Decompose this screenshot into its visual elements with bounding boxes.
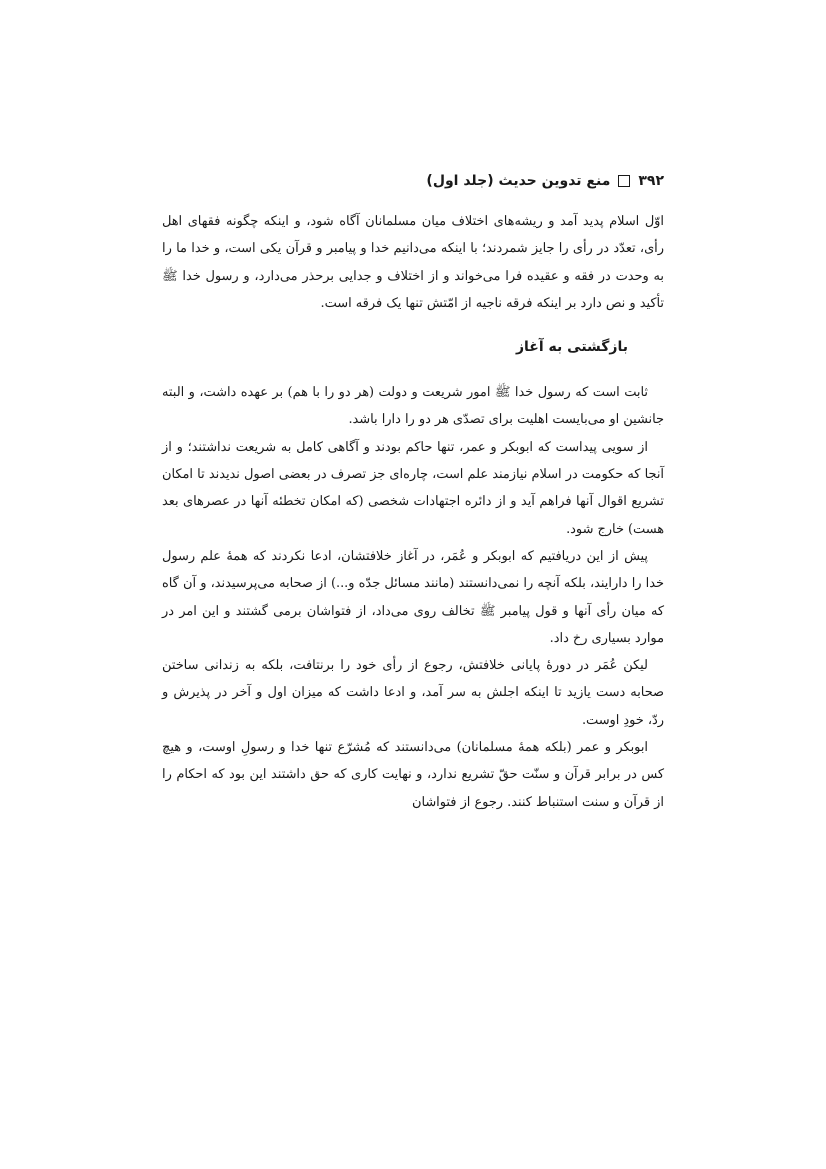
body-paragraph-2: از سویی پیداست که ابوبکر و عمر، تنها حاکم بودند و آگاهی کامل به شریعت نداشتند؛ و از آنجا که حکومت در اسلام نیازمند علم است، چاره‌ای جز تصرف در بعضی اصول ندیدند تا امکان تشریع اقوال آنها فراهم آید و از دائره اجتهادات شخصی (که امکان تخطئه آنها در عصرهای بعد هست) خارج شود. [162,439,664,537]
book-title: منع تدوین حدیث (جلد اول) [426,173,611,189]
running-header [162,168,664,194]
document-page [162,168,664,816]
body-paragraph-3: پیش از این دریافتیم که ابوبکر و عُمَر، در آغاز خلافتشان، ادعا نکردند که همهٔ علم رسول خدا را دارایند، بلکه آنچه را نمی‌دانستند (مانند مسائل جدّه و...) از صحابه می‌پرسیدند، و آن گاه که میان رأی آنها و قول پیامبر ﷺ تخالف روی می‌داد، از فتواشان برمی گشتند و این امر در موارد بسیاری رخ داد. [162,548,664,646]
body-paragraph-1: ثابت است که رسول خدا ﷺ امور شریعت و دولت (هر دو را با هم) بر عهده داشت، و البته جانشین او می‌بایست اهلیت برای تصدّی هر دو را دارا باشد. [162,385,664,428]
intro-paragraph: اوّل اسلام پدید آمد و ریشه‌های اختلاف میان مسلمانان آگاه شود، و اینکه چگونه فقهای اهل رأی، تعدّد در رأی را جایز شمردند؛ با اینکه می‌دانیم خدا و پیامبر و قرآن یکی است، و خدا ما را به وحدت در فقه و عقیده فرا می‌خواند و از اختلاف و جدایی برحذر می‌دارد، و رسول خدا ﷺ تأکید و نص دارد بر اینکه فرقه ناجیه از امّتش تنها یک فرقه است. [162,214,664,311]
page-number: ۳۹۲ [638,173,664,189]
section-heading: بازگشتی به آغاز [515,339,628,356]
header-box-icon [618,175,630,187]
body-paragraph-5: ابوبکر و عمر (بلکه همهٔ مسلمانان) می‌دانستند که مُشرّع تنها خدا و رسولِ اوست، و هیچ کس در برابر قرآن و سنّت حقّ تشریع ندارد، و نهایت کاری که حق داشتند این بود که احکام را از قرآن و سنت استنباط کنند. رجوع از فتواشان [162,740,664,810]
body-paragraph-4: لیکن عُمَر در دورهٔ پایانی خلافتش، رجوع از رأی خود را برنتافت، بلکه به زندانی ساختن صحابه دست یازید تا اینکه اجلش به سر آمد، و ادعا داشت که میزان اول و آخر در پذیرش و ردّ، خودِ اوست. [162,658,664,728]
